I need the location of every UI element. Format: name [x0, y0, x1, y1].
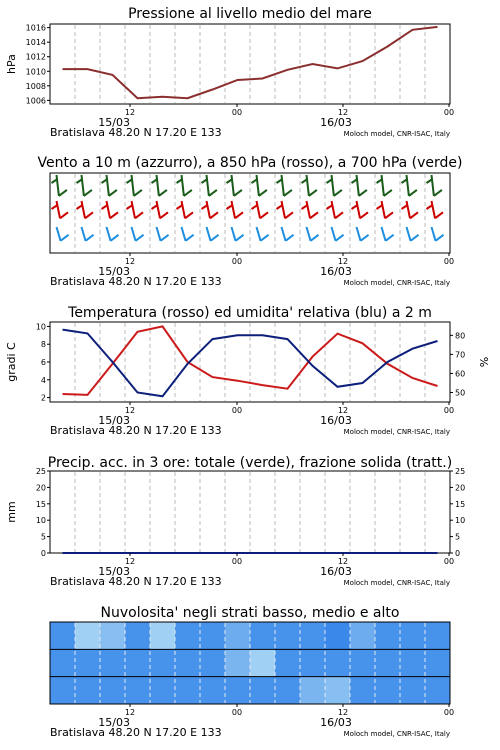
barb-700hPa-10: [302, 175, 317, 196]
y-tick-label-left-0-1: 1008: [25, 81, 46, 91]
cloud-cell-0-6: [200, 622, 226, 649]
barb-850hPa-tip-13: [385, 212, 393, 218]
cloud-cell-0-15: [425, 622, 451, 649]
barb-700hPa-1: [77, 175, 92, 196]
barb-850hPa-6: [202, 201, 219, 218]
barb-10m-tip-7: [236, 235, 244, 241]
barb-700hPa-tip-13: [384, 190, 392, 196]
cloud-cell-0-10: [300, 622, 326, 649]
location-label-0: Bratislava 48.20 N 17.20 E 133: [50, 126, 222, 139]
barb-850hPa-3: [127, 201, 144, 218]
chart-title-2: Temperatura (rosso) ed umidita' relativa (blu) a 2 m: [68, 305, 432, 321]
y-tick-label-left-3-3: 15: [35, 499, 46, 509]
x-tick-label-1-1: 00: [231, 257, 243, 266]
barb-10m-4: [157, 227, 169, 241]
x-tick-label-1-0: 12: [124, 257, 136, 266]
chart-title-3: Precip. acc. in 3 ore: totale (verde), frazione solida (tratt.): [47, 455, 453, 471]
barb-850hPa-9: [277, 201, 294, 218]
barb-10m-5: [182, 227, 194, 241]
barb-850hPa-14: [402, 201, 419, 218]
date-label-2-1: 16/03: [320, 414, 352, 427]
cloud-cell-2-2: [100, 677, 126, 704]
cloud-cell-0-11: [325, 622, 351, 649]
barb-700hPa-staff-1: [82, 175, 84, 196]
cloud-cell-2-11: [325, 677, 351, 704]
y-axis-label-3: mm: [5, 501, 18, 523]
cloud-cell-2-14: [400, 677, 426, 704]
barb-700hPa-tip-11: [334, 190, 342, 196]
barb-850hPa-staff-9: [282, 201, 286, 218]
barb-700hPa-staff-11: [332, 175, 334, 196]
barb-10m-12: [357, 227, 369, 241]
barb-700hPa-staff-12: [357, 175, 359, 196]
date-label-0-1: 16/03: [320, 116, 352, 129]
barb-850hPa-tip-3: [135, 212, 143, 218]
barb-850hPa-staff-2: [107, 201, 111, 218]
barb-10m-staff-0: [57, 227, 61, 241]
barb-850hPa-staff-7: [232, 201, 236, 218]
model-label-2: Moloch model, CNR-ISAC, Italy: [343, 428, 450, 436]
barb-10m-tip-1: [86, 235, 94, 241]
barb-700hPa-staff-14: [407, 175, 409, 196]
x-tick-label-4-0: 12: [124, 708, 136, 717]
chart-title-1: Vento a 10 m (azzurro), a 850 hPa (rosso), a 700 hPa (verde): [37, 155, 463, 171]
cloud-cell-1-0: [50, 649, 76, 676]
cloud-cell-1-14: [400, 649, 426, 676]
cloud-cell-2-10: [300, 677, 326, 704]
barb-700hPa-tip-8: [259, 190, 267, 196]
cloud-cell-1-4: [150, 649, 176, 676]
cloud-cell-2-3: [125, 677, 151, 704]
barb-10m-3: [132, 227, 144, 241]
barb-10m-8: [257, 227, 269, 241]
barb-850hPa-tip-14: [410, 212, 418, 218]
barb-700hPa-staff-13: [382, 175, 384, 196]
barb-850hPa-feather-2: [102, 205, 108, 209]
y-tick-label-right-3-3: 15: [455, 499, 466, 509]
barb-850hPa-2: [102, 201, 119, 218]
barb-10m-staff-13: [382, 227, 386, 241]
barb-700hPa-tip-6: [209, 190, 217, 196]
barb-700hPa-6: [202, 175, 217, 196]
barb-10m-staff-15: [432, 227, 436, 241]
barb-850hPa-tip-2: [110, 212, 118, 218]
chart-title-0: Pressione al livello medio del mare: [128, 6, 372, 22]
x-tick-label-2-1: 00: [231, 406, 243, 415]
barb-10m-tip-5: [186, 235, 194, 241]
barb-850hPa-10: [302, 201, 319, 218]
y-tick-label-left-3-5: 25: [35, 467, 46, 476]
barb-10m-tip-6: [211, 235, 219, 241]
barb-850hPa-staff-1: [82, 201, 86, 218]
barb-850hPa-staff-5: [182, 201, 186, 218]
barb-10m-tip-10: [311, 235, 319, 241]
barb-700hPa-5: [177, 175, 192, 196]
barb-850hPa-staff-11: [332, 201, 336, 218]
barb-10m-staff-6: [207, 227, 211, 241]
barb-10m-staff-14: [407, 227, 411, 241]
barb-700hPa-staff-3: [132, 175, 134, 196]
barb-10m-10: [307, 227, 319, 241]
barb-700hPa-staff-10: [307, 175, 309, 196]
cloud-cell-2-0: [50, 677, 76, 704]
barb-700hPa-tip-7: [234, 190, 242, 196]
y-tick-label-left-2-0: 2: [40, 393, 46, 403]
cloud-cell-2-6: [200, 677, 226, 704]
y-tick-label-left-3-1: 5: [40, 532, 46, 542]
barb-850hPa-staff-10: [307, 201, 311, 218]
y-tick-label-left-2-3: 8: [40, 340, 46, 350]
cloud-cell-2-15: [425, 677, 451, 704]
cloud-cell-1-3: [125, 649, 151, 676]
barb-700hPa-14: [402, 175, 417, 196]
cloud-cell-1-1: [75, 649, 101, 676]
y-tick-label-right-2-1: 60: [455, 369, 466, 379]
barb-700hPa-tip-3: [134, 190, 142, 196]
cloud-cell-0-4: [150, 622, 176, 649]
barb-850hPa-tip-12: [360, 212, 368, 218]
y-tick-label-left-2-4: 10: [35, 322, 46, 332]
barb-10m-staff-3: [132, 227, 136, 241]
barb-10m-staff-2: [107, 227, 111, 241]
cloud-cell-1-5: [175, 649, 201, 676]
barb-700hPa-tip-5: [184, 190, 192, 196]
cloud-cell-0-8: [250, 622, 276, 649]
y-tick-label-left-0-2: 1010: [25, 67, 46, 77]
barb-10m-2: [107, 227, 119, 241]
barb-700hPa-4: [152, 175, 167, 196]
barb-10m-tip-12: [361, 235, 369, 241]
y-tick-label-left-0-0: 1006: [25, 96, 46, 106]
barb-850hPa-staff-0: [57, 201, 61, 218]
barb-850hPa-tip-15: [435, 212, 443, 218]
date-label-2-0: 15/03: [98, 414, 130, 427]
cloud-cell-0-3: [125, 622, 151, 649]
barb-850hPa-13: [377, 201, 394, 218]
chart-title-4: Nuvolosita' negli strati basso, medio e alto: [100, 605, 400, 621]
location-label-4: Bratislava 48.20 N 17.20 E 133: [50, 726, 222, 739]
barb-700hPa-tip-1: [84, 190, 92, 196]
cloud-cell-0-9: [275, 622, 301, 649]
barb-850hPa-staff-6: [207, 201, 211, 218]
barb-10m-staff-1: [82, 227, 86, 241]
location-label-3: Bratislava 48.20 N 17.20 E 133: [50, 575, 222, 588]
barb-850hPa-feather-0: [52, 205, 58, 209]
x-tick-label-3-1: 00: [231, 557, 243, 566]
model-label-1: Moloch model, CNR-ISAC, Italy: [343, 279, 450, 287]
barb-700hPa-tip-0: [59, 190, 67, 196]
barb-10m-staff-10: [307, 227, 311, 241]
date-label-0-0: 15/03: [98, 116, 130, 129]
model-label-3: Moloch model, CNR-ISAC, Italy: [343, 579, 450, 587]
barb-850hPa-staff-13: [382, 201, 386, 218]
cloud-cell-1-13: [375, 649, 401, 676]
barb-10m-tip-4: [161, 235, 169, 241]
barb-850hPa-tip-4: [160, 212, 168, 218]
barb-10m-staff-9: [282, 227, 286, 241]
y-axis-label-2: gradi C: [5, 342, 18, 382]
barb-10m-tip-13: [386, 235, 394, 241]
barb-850hPa-tip-11: [335, 212, 343, 218]
y-tick-label-left-3-0: 0: [40, 549, 46, 558]
model-label-0: Moloch model, CNR-ISAC, Italy: [343, 130, 450, 138]
barb-700hPa-staff-7: [232, 175, 234, 196]
barb-10m-11: [332, 227, 344, 241]
barb-850hPa-feather-7: [227, 205, 233, 209]
barb-10m-tip-3: [136, 235, 144, 241]
barb-700hPa-7: [227, 175, 242, 196]
barb-850hPa-staff-14: [407, 201, 411, 218]
x-tick-label-0-1: 00: [231, 108, 243, 117]
date-label-3-1: 16/03: [320, 565, 352, 578]
cloud-cell-0-5: [175, 622, 201, 649]
barb-10m-tip-0: [61, 235, 69, 241]
x-tick-label-0-0: 12: [124, 108, 136, 117]
cloud-cell-0-13: [375, 622, 401, 649]
barb-10m-14: [407, 227, 419, 241]
barb-850hPa-tip-6: [210, 212, 218, 218]
barb-700hPa-8: [252, 175, 267, 196]
barb-700hPa-13: [377, 175, 392, 196]
x-tick-label-1-3: 00: [443, 257, 455, 266]
cloud-cell-0-7: [225, 622, 251, 649]
date-label-4-1: 16/03: [320, 716, 352, 729]
barb-10m-tip-8: [261, 235, 269, 241]
barb-10m-15: [432, 227, 444, 241]
x-tick-label-2-2: 12: [337, 406, 349, 415]
cloud-cell-2-4: [150, 677, 176, 704]
y-tick-label-right-3-2: 10: [455, 516, 466, 526]
x-tick-label-0-2: 12: [337, 108, 349, 117]
cloud-cell-0-12: [350, 622, 376, 649]
barb-10m-staff-8: [257, 227, 261, 241]
location-label-1: Bratislava 48.20 N 17.20 E 133: [50, 275, 222, 288]
barb-700hPa-staff-4: [157, 175, 159, 196]
x-tick-label-1-2: 12: [337, 257, 349, 266]
cloud-cell-1-8: [250, 649, 276, 676]
barb-10m-7: [232, 227, 244, 241]
y-axis-label-right-2: %: [478, 356, 491, 368]
barb-850hPa-7: [227, 201, 244, 218]
barb-10m-staff-7: [232, 227, 236, 241]
barb-10m-tip-2: [111, 235, 119, 241]
barb-700hPa-staff-6: [207, 175, 209, 196]
y-tick-label-right-2-3: 80: [455, 331, 466, 341]
barb-850hPa-4: [152, 201, 169, 218]
barb-850hPa-feather-13: [377, 205, 383, 209]
barb-850hPa-feather-8: [252, 205, 258, 209]
barb-850hPa-feather-5: [177, 205, 183, 209]
cloud-cell-0-1: [75, 622, 101, 649]
barb-850hPa-staff-3: [132, 201, 136, 218]
date-label-4-0: 15/03: [98, 716, 130, 729]
x-tick-label-4-2: 12: [337, 708, 349, 717]
cloud-cell-2-12: [350, 677, 376, 704]
y-tick-label-right-3-1: 5: [455, 532, 461, 542]
barb-850hPa-staff-12: [357, 201, 361, 218]
barb-700hPa-11: [327, 175, 342, 196]
location-label-2: Bratislava 48.20 N 17.20 E 133: [50, 424, 222, 437]
x-tick-label-3-3: 00: [443, 557, 455, 566]
cloud-cell-1-9: [275, 649, 301, 676]
barb-850hPa-feather-6: [202, 205, 208, 209]
x-tick-label-2-0: 12: [124, 406, 136, 415]
date-label-1-0: 15/03: [98, 265, 130, 278]
barb-850hPa-tip-0: [60, 212, 68, 218]
barb-850hPa-11: [327, 201, 344, 218]
x-tick-label-4-1: 00: [231, 708, 243, 717]
barb-700hPa-staff-0: [57, 175, 59, 196]
cloud-cell-2-5: [175, 677, 201, 704]
barb-700hPa-staff-8: [257, 175, 259, 196]
barb-850hPa-0: [52, 201, 69, 218]
cloud-cell-2-9: [275, 677, 301, 704]
cloud-cell-1-7: [225, 649, 251, 676]
barb-700hPa-staff-9: [282, 175, 284, 196]
date-label-3-0: 15/03: [98, 565, 130, 578]
barb-700hPa-tip-10: [309, 190, 317, 196]
barb-700hPa-staff-5: [182, 175, 184, 196]
x-tick-label-4-3: 00: [443, 708, 455, 717]
y-tick-label-right-2-0: 50: [455, 388, 466, 398]
cloud-cell-1-15: [425, 649, 451, 676]
cloud-cell-1-12: [350, 649, 376, 676]
barb-10m-1: [82, 227, 94, 241]
barb-10m-tip-14: [411, 235, 419, 241]
x-tick-label-3-2: 12: [337, 557, 349, 566]
barb-700hPa-staff-15: [432, 175, 434, 196]
barb-850hPa-feather-14: [402, 205, 408, 209]
cloud-cell-2-13: [375, 677, 401, 704]
barb-850hPa-tip-7: [235, 212, 243, 218]
barb-700hPa-tip-9: [284, 190, 292, 196]
y-tick-label-left-3-4: 20: [35, 483, 46, 493]
barb-700hPa-3: [127, 175, 142, 196]
barb-850hPa-staff-4: [157, 201, 161, 218]
barb-10m-13: [382, 227, 394, 241]
y-tick-label-right-2-2: 70: [455, 350, 466, 360]
cloud-cell-2-7: [225, 677, 251, 704]
y-axis-label-0: hPa: [5, 54, 18, 74]
barb-700hPa-tip-2: [109, 190, 117, 196]
y-tick-label-right-3-4: 20: [455, 483, 466, 493]
barb-850hPa-staff-8: [257, 201, 261, 218]
cloud-cell-1-2: [100, 649, 126, 676]
barb-10m-9: [282, 227, 294, 241]
barb-850hPa-8: [252, 201, 269, 218]
barb-850hPa-feather-1: [77, 205, 83, 209]
barb-700hPa-15: [427, 175, 442, 196]
y-tick-label-left-2-2: 6: [40, 358, 46, 367]
model-label-4: Moloch model, CNR-ISAC, Italy: [343, 730, 450, 738]
cloud-cell-1-11: [325, 649, 351, 676]
y-tick-label-left-2-1: 4: [40, 375, 46, 385]
barb-10m-staff-5: [182, 227, 186, 241]
barb-700hPa-tip-4: [159, 190, 167, 196]
x-tick-label-2-3: 00: [443, 406, 455, 415]
barb-850hPa-feather-11: [327, 205, 333, 209]
barb-850hPa-feather-15: [427, 205, 433, 209]
barb-850hPa-tip-1: [85, 212, 93, 218]
barb-850hPa-feather-10: [302, 205, 308, 209]
barb-700hPa-staff-2: [107, 175, 109, 196]
barb-850hPa-staff-15: [432, 201, 436, 218]
cloud-cell-2-1: [75, 677, 101, 704]
barb-850hPa-5: [177, 201, 194, 218]
cloud-cell-2-8: [250, 677, 276, 704]
barb-10m-staff-4: [157, 227, 161, 241]
plot-frame-3: [50, 471, 450, 553]
y-tick-label-left-0-3: 1012: [25, 52, 46, 62]
barb-10m-staff-12: [357, 227, 361, 241]
barb-700hPa-tip-14: [409, 190, 417, 196]
barb-10m-0: [57, 227, 69, 241]
barb-850hPa-feather-12: [352, 205, 358, 209]
barb-850hPa-feather-3: [127, 205, 133, 209]
cloud-cell-1-6: [200, 649, 226, 676]
barb-10m-tip-15: [436, 235, 444, 241]
barb-850hPa-1: [77, 201, 94, 218]
barb-10m-tip-9: [286, 235, 294, 241]
y-tick-label-right-3-0: 0: [455, 549, 461, 558]
barb-850hPa-tip-8: [260, 212, 268, 218]
y-tick-label-left-0-4: 1014: [25, 38, 46, 48]
barb-10m-staff-11: [332, 227, 336, 241]
barb-850hPa-15: [427, 201, 444, 218]
barb-700hPa-0: [52, 175, 67, 196]
barb-700hPa-2: [102, 175, 117, 196]
barb-850hPa-tip-10: [310, 212, 318, 218]
barb-850hPa-feather-4: [152, 205, 158, 209]
barb-700hPa-9: [277, 175, 292, 196]
barb-850hPa-12: [352, 201, 369, 218]
x-tick-label-3-0: 12: [124, 557, 136, 566]
barb-700hPa-tip-12: [359, 190, 367, 196]
date-label-1-1: 16/03: [320, 265, 352, 278]
y-tick-label-right-3-5: 25: [455, 467, 466, 476]
cloud-cell-0-2: [100, 622, 126, 649]
cloud-cell-0-14: [400, 622, 426, 649]
x-tick-label-0-3: 00: [443, 108, 455, 117]
barb-700hPa-tip-15: [434, 190, 442, 196]
barb-850hPa-tip-9: [285, 212, 293, 218]
barb-850hPa-feather-9: [277, 205, 283, 209]
y-tick-label-left-3-2: 10: [35, 516, 46, 526]
cloud-cell-0-0: [50, 622, 76, 649]
y-tick-label-left-0-5: 1016: [25, 23, 46, 33]
barb-700hPa-12: [352, 175, 367, 196]
barb-850hPa-tip-5: [185, 212, 193, 218]
barb-10m-6: [207, 227, 219, 241]
barb-10m-tip-11: [336, 235, 344, 241]
cloud-cell-1-10: [300, 649, 326, 676]
